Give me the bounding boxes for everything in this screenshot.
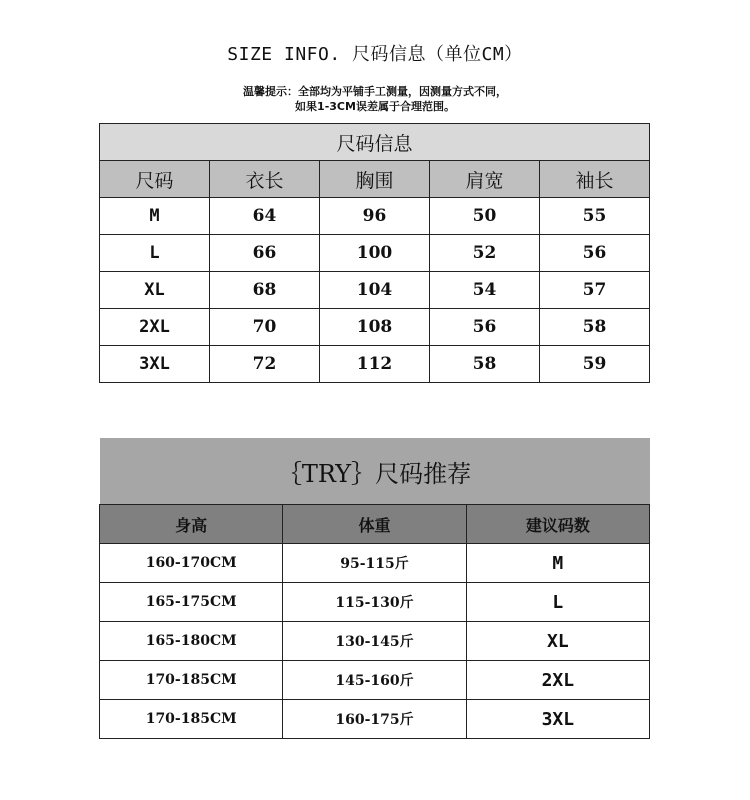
table-cell: XL	[466, 622, 649, 661]
column-header: 建议码数	[466, 505, 649, 544]
table-cell: 115-130斤	[283, 583, 466, 622]
table-row	[100, 622, 650, 661]
table-cell: 3XL	[466, 700, 649, 739]
table-cell: 165-180CM	[100, 622, 283, 661]
table-cell: 68	[210, 272, 320, 309]
table-row	[100, 346, 650, 383]
table-cell: 2XL	[466, 661, 649, 700]
table-cell: L	[100, 235, 210, 272]
table-cell: 108	[320, 309, 430, 346]
column-header: 体重	[283, 505, 466, 544]
table-cell: 170-185CM	[100, 661, 283, 700]
table-cell: L	[466, 583, 649, 622]
table-cell: 59	[540, 346, 650, 383]
table-row	[100, 583, 650, 622]
size-table-caption: 尺码信息	[100, 124, 650, 161]
table-cell: 55	[540, 198, 650, 235]
table-row	[100, 235, 650, 272]
measurement-tip	[0, 84, 750, 114]
size-table-header	[100, 161, 650, 198]
size-info-table	[99, 123, 650, 383]
column-header: 衣长	[210, 161, 320, 198]
column-header: 袖长	[540, 161, 650, 198]
table-cell: 112	[320, 346, 430, 383]
column-header: 身高	[100, 505, 283, 544]
table-cell: M	[100, 198, 210, 235]
table-cell: 130-145斤	[283, 622, 466, 661]
table-cell: 70	[210, 309, 320, 346]
table-cell: 58	[430, 346, 540, 383]
table-cell: 52	[430, 235, 540, 272]
column-header: 尺码	[100, 161, 210, 198]
table-cell: 100	[320, 235, 430, 272]
table-cell: 165-175CM	[100, 583, 283, 622]
table-cell: 170-185CM	[100, 700, 283, 739]
column-header: 肩宽	[430, 161, 540, 198]
table-cell: 104	[320, 272, 430, 309]
size-recommendation-table	[99, 438, 650, 739]
table-row	[100, 544, 650, 583]
page-title: SIZE INFO. 尺码信息（单位CM）	[227, 44, 523, 65]
table-cell: 2XL	[100, 309, 210, 346]
table-row	[100, 198, 650, 235]
table-cell: 160-175斤	[283, 700, 466, 739]
table-row	[100, 700, 650, 739]
table-cell: 95-115斤	[283, 544, 466, 583]
table-cell: XL	[100, 272, 210, 309]
table-cell: 50	[430, 198, 540, 235]
table-cell: 66	[210, 235, 320, 272]
table-cell: 145-160斤	[283, 661, 466, 700]
table-row	[100, 309, 650, 346]
table-row	[100, 272, 650, 309]
table-cell: 54	[430, 272, 540, 309]
table-cell: 64	[210, 198, 320, 235]
table-cell: 57	[540, 272, 650, 309]
table-cell: 56	[540, 235, 650, 272]
table-row	[100, 661, 650, 700]
table-cell: 58	[540, 309, 650, 346]
table-cell: M	[466, 544, 649, 583]
table-cell: 56	[430, 309, 540, 346]
column-header: 胸围	[320, 161, 430, 198]
recommend-table-caption: ｛TRY｝尺码推荐	[100, 438, 650, 505]
table-cell: 72	[210, 346, 320, 383]
table-cell: 160-170CM	[100, 544, 283, 583]
recommend-table-header	[100, 505, 650, 544]
table-cell: 3XL	[100, 346, 210, 383]
table-cell: 96	[320, 198, 430, 235]
tip-line-1: 温馨提示：全部均为平铺手工测量，因测量方式不同，	[243, 85, 507, 98]
tip-line-2: 如果1-3CM误差属于合理范围。	[295, 100, 455, 113]
